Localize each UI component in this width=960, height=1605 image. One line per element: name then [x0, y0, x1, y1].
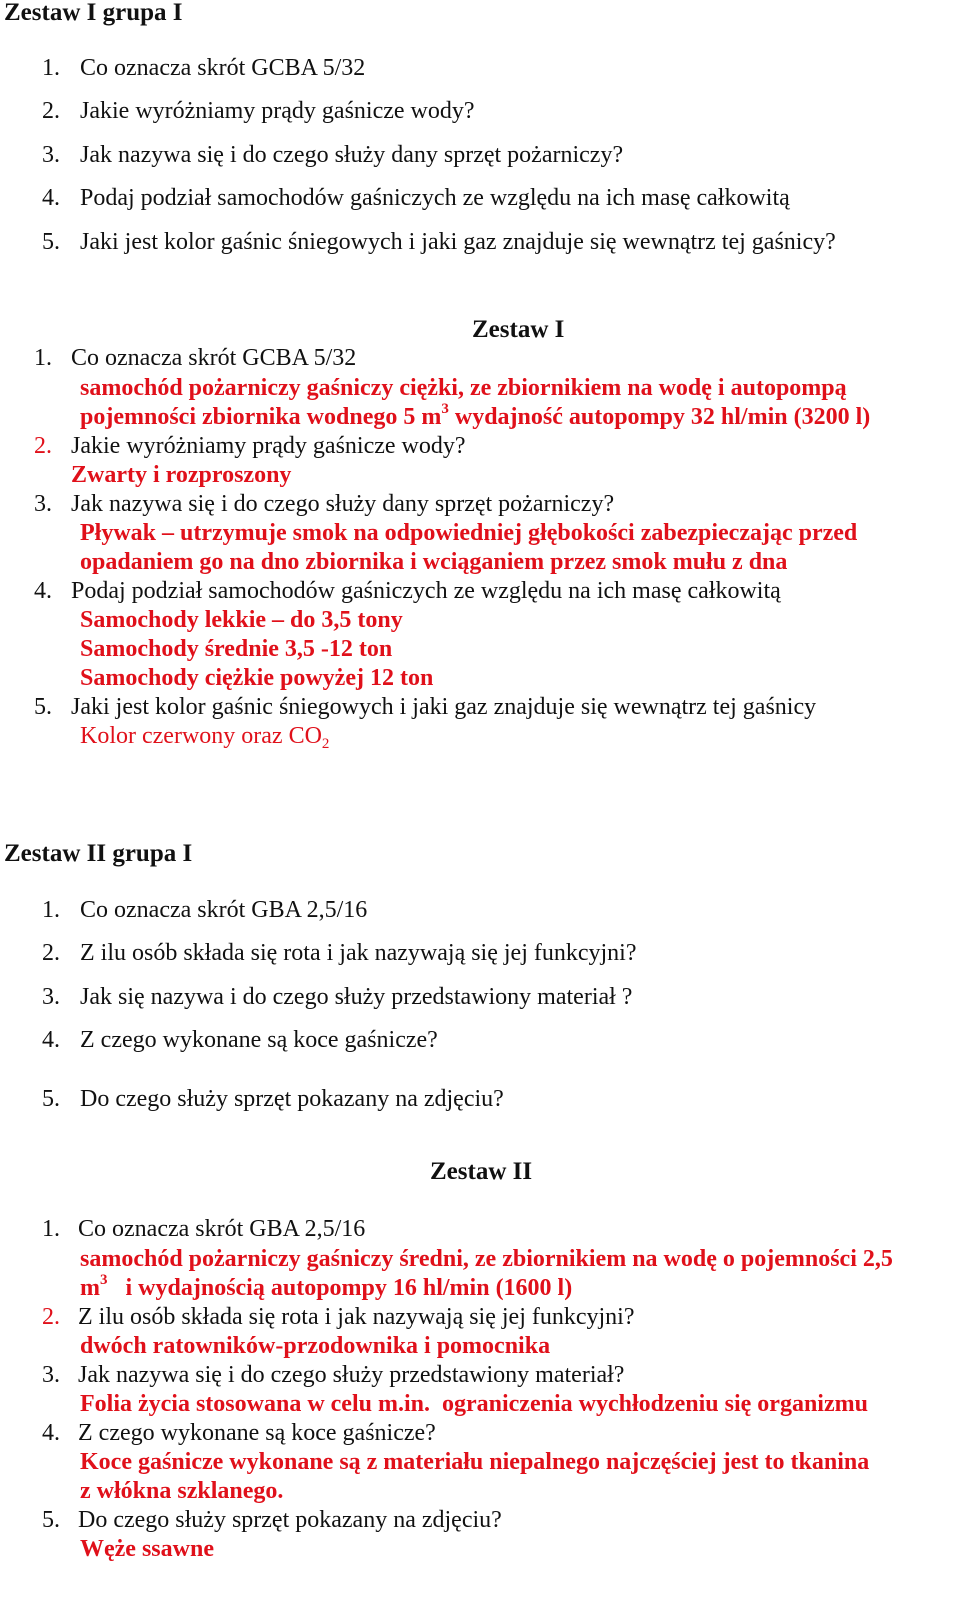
question-text: Do czego służy sprzęt pokazany na zdjęciu? [80, 1086, 504, 1112]
question-text: Do czego służy sprzęt pokazany na zdjęciu? [78, 1507, 502, 1533]
set2-answer-question-5 [42, 1508, 502, 1532]
set1-group-question-3 [42, 143, 623, 167]
question-number: 5. [34, 694, 52, 720]
question-number: 2. [42, 98, 60, 124]
question-text: Co oznacza skrót GCBA 5/32 [71, 345, 357, 371]
set2-answer-2: dwóch ratowników-przodownika i pomocnika [80, 1333, 551, 1359]
question-number: 1. [42, 897, 60, 923]
superscript: 3 [441, 401, 449, 417]
set1-answer-4-line-3: Samochody ciężkie powyżej 12 ton [80, 665, 434, 691]
set1-answer-question-3 [34, 492, 614, 516]
question-number: 3. [42, 984, 60, 1010]
question-text: Podaj podział samochodów gaśniczych ze względu na ich masę całkowitą [80, 185, 790, 211]
set2-answer-question-1 [42, 1217, 365, 1241]
set1-answer-4-line-1: Samochody lekkie – do 3,5 tony [80, 607, 403, 633]
question-text: Co oznacza skrót GCBA 5/32 [80, 55, 366, 81]
question-number: 1. [34, 345, 52, 371]
set1-answer-1-line-1: samochód pożarniczy gaśniczy ciężki, ze zbiornikiem na wodę i autopompą [80, 375, 847, 401]
set1-answer-5 [80, 723, 330, 752]
set2-answer-3: Folia życia stosowana w celu m.in. ograniczenia wychłodzeniu się organizmu [80, 1391, 868, 1417]
question-text: Z czego wykonane są koce gaśnicze? [80, 1027, 438, 1053]
set1-answer-question-2 [34, 434, 466, 458]
answer-text: m [80, 1275, 100, 1301]
set1-answer-3-line-1: Pływak – utrzymuje smok na odpowiedniej głębokości zabezpieczając przed [80, 520, 858, 546]
set1-group-question-5 [42, 230, 836, 254]
question-number: 4. [34, 578, 52, 604]
set2-answer-question-2 [42, 1305, 635, 1329]
question-text: Co oznacza skrót GBA 2,5/16 [80, 897, 368, 923]
question-text: Jak nazywa się i do czego służy dany sprzęt pożarniczy? [80, 142, 624, 168]
question-text: Jak się nazywa i do czego służy przedstawiony materiał ? [80, 984, 633, 1010]
set2-group-question-2 [42, 941, 637, 965]
answer-text: wydajność autopompy 32 hl/min (3200 l) [448, 404, 871, 430]
question-number: 3. [42, 142, 60, 168]
question-number: 2. [34, 433, 52, 459]
question-number: 5. [42, 229, 60, 255]
set2-answers-title: Zestaw II [430, 1158, 533, 1185]
set1-answer-question-4 [34, 579, 781, 603]
set1-answer-question-5 [34, 695, 816, 719]
question-number: 4. [42, 1420, 60, 1446]
question-number: 4. [42, 1027, 60, 1053]
set1-answer-2: Zwarty i rozproszony [71, 462, 292, 488]
question-number: 2. [42, 940, 60, 966]
question-number: 3. [34, 491, 52, 517]
set1-answer-3-line-2: opadaniem go na dno zbiornika i wciąganiem przez smok mułu z dna [80, 549, 788, 575]
question-text: Jaki jest kolor gaśnic śniegowych i jaki gaz znajduje się wewnątrz tej gaśnicy? [80, 229, 836, 255]
set1-answers-title: Zestaw I [472, 316, 565, 343]
answer-text: pojemności zbiornika wodnego 5 m [80, 404, 442, 430]
set2-answer-4-line-2: z włókna szklanego. [80, 1478, 284, 1504]
question-text: Podaj podział samochodów gaśniczych ze względu na ich masę całkowitą [71, 578, 781, 604]
question-number: 5. [42, 1507, 60, 1533]
subscript: 2 [321, 736, 330, 752]
set1-group-question-1 [42, 56, 365, 80]
set2-answer-question-3 [42, 1363, 624, 1387]
set2-group-question-3 [42, 985, 632, 1009]
question-number: 1. [42, 55, 60, 81]
question-text: Z ilu osób składa się rota i jak nazywają się jej funkcyjni? [78, 1304, 635, 1330]
set2-group-question-4 [42, 1028, 438, 1052]
set2-answer-1-line-1: samochód pożarniczy gaśniczy średni, ze zbiornikiem na wodę o pojemności 2,5 [80, 1246, 893, 1272]
question-text: Co oznacza skrót GBA 2,5/16 [78, 1216, 366, 1242]
question-text: Jaki jest kolor gaśnic śniegowych i jaki gaz znajduje się wewnątrz tej gaśnicy [71, 694, 817, 720]
question-number: 1. [42, 1216, 60, 1242]
set1-group-question-2 [42, 99, 475, 123]
question-text: Z ilu osób składa się rota i jak nazywają się jej funkcyjni? [80, 940, 637, 966]
set2-answer-1-line-2 [80, 1272, 573, 1301]
question-number: 3. [42, 1362, 60, 1388]
set1-group-title: Zestaw I grupa I [4, 0, 183, 26]
set2-group-title: Zestaw II grupa I [4, 840, 193, 867]
question-text: Z czego wykonane są koce gaśnicze? [78, 1420, 436, 1446]
question-text: Jakie wyróżniamy prądy gaśnicze wody? [71, 433, 466, 459]
set2-group-question-1 [42, 898, 367, 922]
set1-answer-question-1 [34, 346, 356, 370]
superscript: 3 [100, 1272, 108, 1288]
question-number: 2. [42, 1304, 60, 1330]
set1-answer-4-line-2: Samochody średnie 3,5 -12 ton [80, 636, 393, 662]
set1-answer-1-line-2 [80, 401, 871, 430]
question-number: 5. [42, 1086, 60, 1112]
set2-answer-5: Węże ssawne [80, 1536, 214, 1562]
set2-answer-question-4 [42, 1421, 436, 1445]
question-text: Jakie wyróżniamy prądy gaśnicze wody? [80, 98, 475, 124]
question-text: Jak nazywa się i do czego służy dany sprzęt pożarniczy? [71, 491, 615, 517]
set2-answer-4-line-1: Koce gaśnicze wykonane są z materiału niepalnego najczęściej jest to tkanina [80, 1449, 870, 1475]
set2-group-question-5 [42, 1087, 504, 1111]
question-text: Jak nazywa się i do czego służy przedstawiony materiał? [78, 1362, 625, 1388]
answer-text: Kolor czerwony oraz CO [80, 723, 322, 749]
set1-group-question-4 [42, 186, 790, 210]
question-number: 4. [42, 185, 60, 211]
answer-text: i wydajnością autopompy 16 hl/min (1600 l) [107, 1275, 573, 1301]
